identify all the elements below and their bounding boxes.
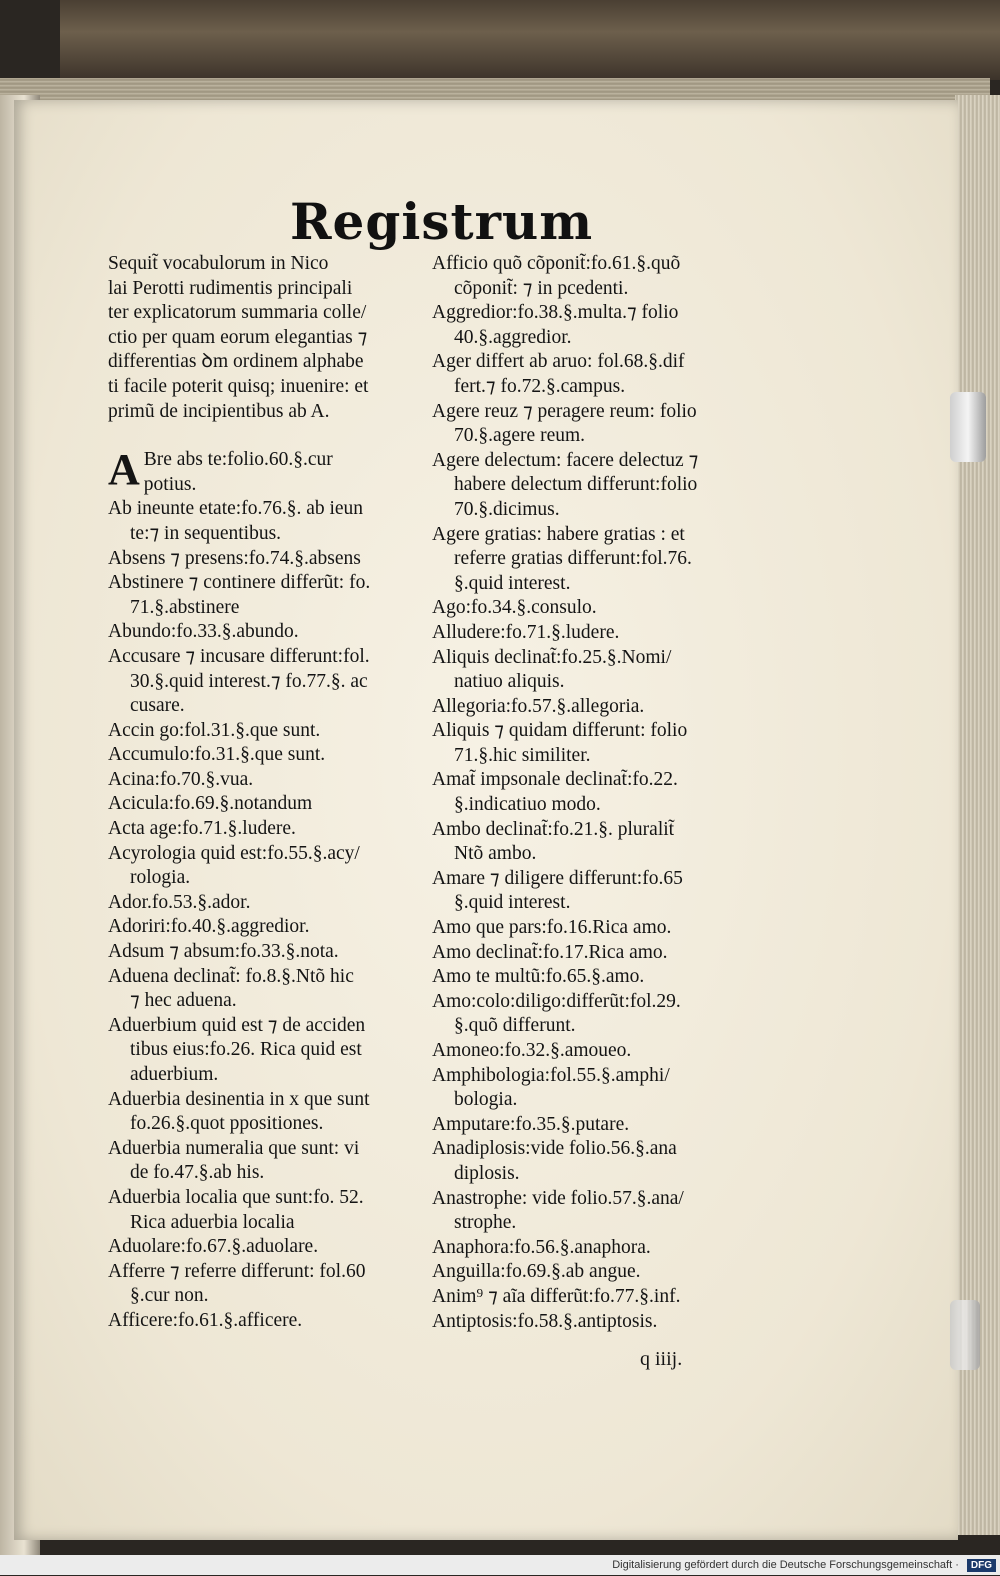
index-entry bbox=[108, 1211, 408, 1236]
index-entry bbox=[432, 277, 762, 302]
intro-line: ter explicatorum summaria colle/ bbox=[108, 302, 367, 324]
index-entry bbox=[432, 941, 762, 966]
entry-text: Agere delectum: facere delectuz ⁊ bbox=[432, 449, 699, 471]
index-entry bbox=[108, 891, 408, 916]
entry-text: Aduerbia desinentia in x que sunt bbox=[108, 1088, 370, 1110]
entry-text: de fo.47.§.ab his. bbox=[130, 1162, 265, 1184]
entry-text: Accumulo:fo.31.§.que sunt. bbox=[108, 744, 326, 766]
entry-text: aduerbium. bbox=[130, 1064, 219, 1085]
index-entry bbox=[108, 670, 408, 695]
dfg-logo: DFG bbox=[967, 1559, 996, 1572]
entry-text: Amo:colo:diligo:differũt:fol.29. bbox=[432, 990, 681, 1012]
index-entry bbox=[108, 645, 408, 670]
decorated-initial: A bbox=[108, 445, 140, 495]
entry-text: Ager differt ab aruo: fol.68.§.dif bbox=[432, 351, 685, 373]
index-entry bbox=[432, 252, 762, 277]
entry-text: Anastrophe: vide folio.57.§.ana/ bbox=[432, 1187, 684, 1209]
entry-text: diplosis. bbox=[454, 1162, 520, 1184]
entry-text: Adsum ⁊ absum:fo.33.§.nota. bbox=[108, 941, 339, 963]
index-entry bbox=[432, 498, 762, 523]
entry-text: Afferre ⁊ referre differunt: fol.60 bbox=[108, 1260, 366, 1282]
entry-text: cõponit̃: ⁊ in pcedenti. bbox=[454, 277, 629, 299]
index-entry bbox=[432, 842, 762, 867]
index-entry bbox=[432, 1064, 762, 1089]
section-gap bbox=[108, 424, 408, 448]
index-entry bbox=[108, 1014, 408, 1039]
entry-text: Amare ⁊ diligere differunt:fo.65 bbox=[432, 867, 683, 889]
entry-text: Aliquis ⁊ quidam differunt: folio bbox=[432, 720, 688, 742]
index-entry bbox=[432, 1310, 762, 1335]
intro-paragraph bbox=[108, 252, 408, 424]
index-entry bbox=[108, 694, 408, 719]
entry-text: Amo te multũ:fo.65.§.amo. bbox=[432, 966, 645, 988]
entry-text: Aduena declinat̃: fo.8.§.Ntõ hic bbox=[108, 965, 354, 987]
index-entry bbox=[432, 1236, 762, 1261]
index-entry bbox=[432, 744, 762, 769]
entry-text: ⁊ hec aduena. bbox=[130, 990, 237, 1012]
index-entry bbox=[432, 793, 762, 818]
entry-text: Accin go:fol.31.§.que sunt. bbox=[108, 719, 321, 741]
index-entry bbox=[432, 400, 762, 425]
index-entry bbox=[108, 620, 408, 645]
entry-text: tibus eius:fo.26. Rica quid est bbox=[130, 1039, 362, 1061]
index-entry bbox=[108, 1088, 408, 1113]
index-entry bbox=[108, 1284, 408, 1309]
entry-text: Aduolare:fo.67.§.aduolare. bbox=[108, 1236, 319, 1258]
index-entry bbox=[108, 842, 408, 867]
entry-text: Afficere:fo.61.§.afficere. bbox=[108, 1309, 303, 1331]
index-entry bbox=[432, 1260, 762, 1285]
right-entry-list bbox=[432, 252, 762, 1334]
entry-text: Amat̃ impsonale declinat̃:fo.22. bbox=[432, 769, 678, 791]
index-entry bbox=[108, 1038, 408, 1063]
index-entry bbox=[432, 818, 762, 843]
page-clip-top bbox=[950, 392, 986, 462]
footer-bar bbox=[0, 1555, 1000, 1575]
entry-text: Aduerbia numeralia que sunt: vi bbox=[108, 1137, 360, 1159]
entry-text: Aggredior:fo.38.§.multa.⁊ folio bbox=[432, 302, 679, 324]
entry-text: potius. bbox=[143, 473, 197, 495]
entry-text: Accusare ⁊ incusare differunt:fol. bbox=[108, 645, 370, 667]
entry-text: Anguilla:fo.69.§.ab angue. bbox=[432, 1261, 641, 1283]
index-entry bbox=[432, 768, 762, 793]
entry-text: Acta age:fo.71.§.ludere. bbox=[108, 818, 296, 840]
index-entry bbox=[108, 915, 408, 940]
index-entry bbox=[108, 817, 408, 842]
index-entry bbox=[432, 473, 762, 498]
entry-text: Acina:fo.70.§.vua. bbox=[108, 768, 254, 790]
entry-text: §.quid interest. bbox=[454, 572, 571, 594]
entry-text: habere delectum differunt:folio bbox=[454, 474, 698, 496]
entry-text: Ntõ ambo. bbox=[454, 843, 537, 865]
entry-text: Afficio quõ cõponit̃:fo.61.§.quõ bbox=[432, 253, 681, 274]
index-entry bbox=[108, 989, 408, 1014]
index-entry bbox=[108, 1260, 408, 1285]
entry-text: cusare. bbox=[130, 695, 185, 717]
entry-text: 70.§.dicimus. bbox=[454, 498, 560, 520]
entry-text: strophe. bbox=[454, 1212, 517, 1234]
index-entry bbox=[432, 646, 762, 671]
index-entry bbox=[108, 1186, 408, 1211]
entry-text: Anim⁹ ⁊ aĩa differũt:fo.77.§.inf. bbox=[432, 1285, 681, 1307]
entry-text: Amo declinat̃:fo.17.Rica amo. bbox=[432, 941, 668, 963]
entry-text: Abundo:fo.33.§.abundo. bbox=[108, 621, 299, 643]
entry-text: 70.§.agere reum. bbox=[454, 425, 586, 447]
index-entry bbox=[108, 940, 408, 965]
entry-text: Amphibologia:fol.55.§.amphi/ bbox=[432, 1064, 670, 1086]
index-entry bbox=[432, 695, 762, 720]
index-entry bbox=[432, 1162, 762, 1187]
index-entry bbox=[432, 326, 762, 351]
entry-text: bologia. bbox=[454, 1089, 518, 1111]
index-entry bbox=[108, 768, 408, 793]
index-entry bbox=[108, 473, 408, 498]
entry-text: 71.§.abstinere bbox=[130, 596, 240, 618]
intro-line: ti facile poterit quisq; inuenire: et bbox=[108, 375, 369, 397]
intro-line: primũ de incipientibus ab A. bbox=[108, 400, 330, 422]
entry-text: Acyrologia quid est:fo.55.§.acy/ bbox=[108, 842, 360, 864]
index-entry bbox=[432, 301, 762, 326]
index-entry bbox=[108, 792, 408, 817]
book-top-cover bbox=[60, 0, 1000, 80]
index-entry bbox=[432, 621, 762, 646]
left-column bbox=[108, 252, 408, 1334]
index-entry bbox=[432, 1285, 762, 1310]
index-entry bbox=[432, 449, 762, 474]
entry-text: §.cur non. bbox=[130, 1285, 209, 1307]
index-entry bbox=[432, 891, 762, 916]
index-entry bbox=[108, 1235, 408, 1260]
entry-text: Agere reuz ⁊ peragere reum: folio bbox=[432, 400, 697, 422]
entry-text: Ador.fo.53.§.ador. bbox=[108, 891, 251, 913]
index-entry bbox=[108, 866, 408, 891]
index-entry bbox=[432, 990, 762, 1015]
index-entry bbox=[108, 522, 408, 547]
index-entry bbox=[108, 1161, 408, 1186]
entry-text: Acicula:fo.69.§.notandum bbox=[108, 793, 313, 815]
index-entry bbox=[432, 1113, 762, 1138]
index-entry bbox=[108, 571, 408, 596]
entry-text: Antiptosis:fo.58.§.antiptosis. bbox=[432, 1310, 658, 1332]
entry-text: Ago:fo.34.§.consulo. bbox=[432, 597, 597, 619]
intro-line: lai Perotti rudimentis principali bbox=[108, 277, 353, 299]
index-entry bbox=[432, 596, 762, 621]
right-column bbox=[432, 252, 762, 1334]
entry-text: Ambo declinat̃:fo.21.§. pluralit̃ bbox=[432, 818, 675, 840]
entry-text: rologia. bbox=[130, 867, 191, 889]
entry-text: Amputare:fo.35.§.putare. bbox=[432, 1113, 630, 1135]
entry-text: Amoneo:fo.32.§.amoueo. bbox=[432, 1040, 632, 1061]
entry-text: Aduerbia localia que sunt:fo. 52. bbox=[108, 1186, 364, 1208]
footer-text: Digitalisierung gefördert durch die Deutsche Forschungsgemeinschaft · bbox=[612, 1559, 959, 1571]
index-entry bbox=[108, 743, 408, 768]
entry-text: fert.⁊ fo.72.§.campus. bbox=[454, 375, 626, 397]
page-title: Registrum bbox=[290, 192, 594, 251]
index-entry bbox=[108, 1137, 408, 1162]
entry-text: 40.§.aggredior. bbox=[454, 326, 572, 348]
entry-text: Amo que pars:fo.16.Rica amo. bbox=[432, 917, 672, 939]
entry-text: Anaphora:fo.56.§.anaphora. bbox=[432, 1236, 651, 1258]
intro-line: differentias ꝺm ordinem alphabe bbox=[108, 351, 364, 373]
signature-mark: q iiij. bbox=[640, 1348, 683, 1370]
entry-text: §.quid interest. bbox=[454, 892, 571, 914]
index-entry bbox=[108, 1112, 408, 1137]
index-entry bbox=[432, 424, 762, 449]
entry-text: fo.26.§.quot ppositiones. bbox=[130, 1113, 324, 1135]
index-entry bbox=[432, 547, 762, 572]
entry-text: Allegoria:fo.57.§.allegoria. bbox=[432, 695, 645, 717]
page-clip-bottom bbox=[950, 1300, 980, 1370]
index-entry bbox=[432, 867, 762, 892]
entry-text: Ab ineunte etate:fo.76.§. ab ieun bbox=[108, 498, 364, 520]
entry-text: Agere gratias: habere gratias : et bbox=[432, 523, 685, 545]
index-entry bbox=[432, 523, 762, 548]
entry-text: Abstinere ⁊ continere differũt: fo. bbox=[108, 572, 371, 594]
intro-line: Sequit̃ vocabulorum in Nico bbox=[108, 253, 329, 274]
entry-text: 30.§.quid interest.⁊ fo.77.§. ac bbox=[130, 670, 368, 692]
left-entry-list bbox=[108, 445, 408, 1333]
index-entry bbox=[108, 497, 408, 522]
index-entry bbox=[432, 965, 762, 990]
entry-text: §.quõ differunt. bbox=[454, 1015, 576, 1037]
index-entry bbox=[432, 375, 762, 400]
index-entry bbox=[432, 670, 762, 695]
entry-text: Alludere:fo.71.§.ludere. bbox=[432, 621, 620, 643]
index-entry bbox=[432, 1137, 762, 1162]
index-entry bbox=[432, 1039, 762, 1064]
entry-text: Bre abs te:folio.60.§.cur bbox=[143, 449, 333, 471]
entry-text: natiuo aliquis. bbox=[454, 671, 565, 693]
index-entry bbox=[108, 1309, 408, 1334]
index-entry bbox=[432, 1088, 762, 1113]
index-entry bbox=[108, 965, 408, 990]
index-entry bbox=[432, 350, 762, 375]
index-entry bbox=[432, 1187, 762, 1212]
index-entry bbox=[108, 596, 408, 621]
intro-line: ctio per quam eorum elegantias ⁊ bbox=[108, 326, 368, 348]
entry-text: 71.§.hic similiter. bbox=[454, 744, 591, 766]
entry-text: te:⁊ in sequentibus. bbox=[130, 522, 282, 544]
index-entry bbox=[108, 1063, 408, 1088]
index-entry bbox=[432, 719, 762, 744]
entry-text: Aliquis declinat̃:fo.25.§.Nomi/ bbox=[432, 646, 672, 668]
entry-text: Absens ⁊ presens:fo.74.§.absens bbox=[108, 547, 361, 569]
entry-text: Adoriri:fo.40.§.aggredior. bbox=[108, 916, 310, 938]
index-entry bbox=[432, 916, 762, 941]
entry-text: Aduerbium quid est ⁊ de acciden bbox=[108, 1014, 366, 1036]
index-entry bbox=[108, 547, 408, 572]
entry-text: Rica aduerbia localia bbox=[130, 1211, 295, 1233]
index-entry bbox=[432, 1211, 762, 1236]
entry-text: referre gratias differunt:fol.76. bbox=[454, 548, 692, 570]
entry-text: §.indicatiuo modo. bbox=[454, 794, 601, 816]
index-entry bbox=[432, 572, 762, 597]
index-entry bbox=[432, 1014, 762, 1039]
entry-text: Anadiplosis:vide folio.56.§.ana bbox=[432, 1138, 677, 1160]
index-entry bbox=[108, 719, 408, 744]
